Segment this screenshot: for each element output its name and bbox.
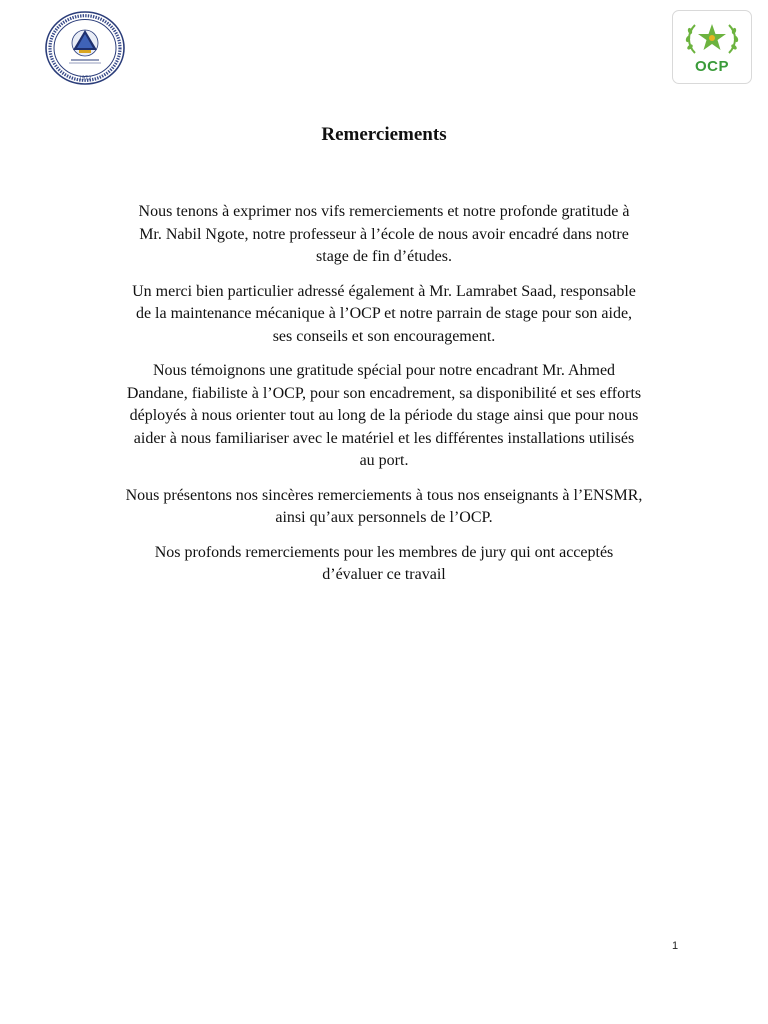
text-line: au port.	[359, 452, 409, 469]
paragraph-3	[84, 360, 684, 473]
paragraph-4	[84, 485, 684, 530]
text-line: ainsi qu’aux personnels de l’OCP.	[275, 509, 493, 526]
page-number: 1	[671, 940, 679, 952]
seal-year-text: 1972	[78, 75, 92, 82]
text-line: Nous témoignons une gratitude spécial pour notre encadrant Mr. Ahmed	[152, 362, 616, 379]
ocp-logo-text: OCP	[694, 58, 729, 75]
text-line: de la maintenance mécanique à l’OCP et notre parrain de stage pour son aide,	[135, 305, 633, 322]
text-line: d’évaluer ce travail	[322, 566, 446, 583]
paragraph-2	[84, 281, 684, 349]
acknowledgements-body	[84, 201, 684, 599]
text-line: stage de fin d’études.	[316, 248, 452, 265]
page-title: Remerciements	[321, 124, 447, 145]
text-line: ses conseils et son encouragement.	[272, 327, 496, 345]
paragraph-1	[84, 201, 684, 269]
text-line: Nos profonds remerciements pour les membres de jury qui ont acceptés	[154, 543, 614, 561]
text-line: déployés à nous orienter tout au long de la période du stage ainsi que pour nous	[129, 407, 639, 424]
text-line: Un merci bien particulier adressé également à Mr. Lamrabet Saad, responsable	[132, 282, 636, 300]
text-line: Mr. Nabil Ngote, notre professeur à l’école de nous avoir encadré dans notre	[139, 225, 629, 243]
ocp-logo	[672, 10, 752, 84]
paragraph-5	[84, 542, 684, 587]
ensmr-seal-logo	[44, 10, 126, 86]
text-line: Nous présentons nos sincères remerciements à tous nos enseignants à l’ENSMR,	[125, 486, 643, 504]
text-line: Dandane, fiabiliste à l’OCP, pour son encadrement, sa disponibilité et ses efforts	[126, 384, 642, 402]
text-line: aider à nous familiariser avec le matériel et les différentes installations utilisés	[133, 429, 635, 447]
text-line: Nous tenons à exprimer nos vifs remerciements et notre profonde gratitude à	[138, 203, 630, 220]
